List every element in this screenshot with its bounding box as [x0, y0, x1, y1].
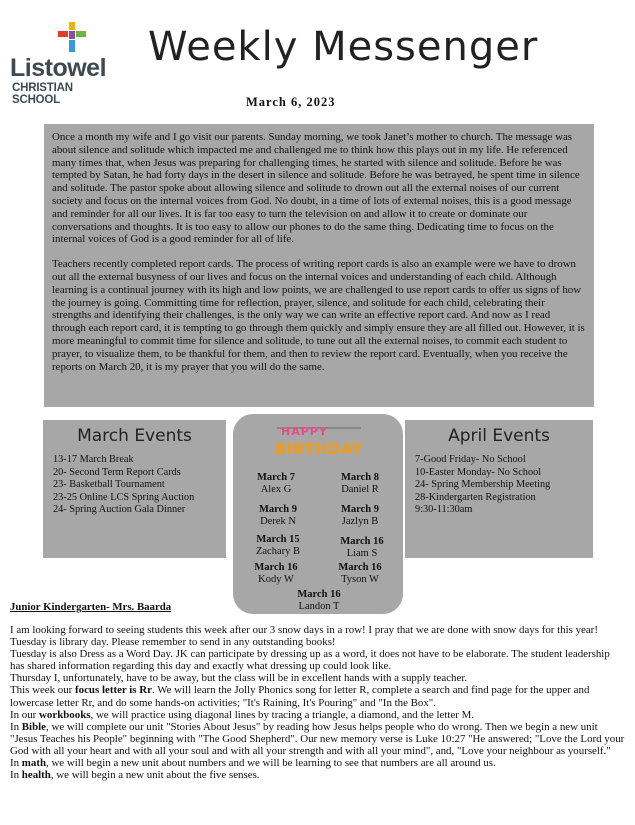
jk-line: Thursday I, unfortunately, have to be away, but the class will be in excellent hands with a supply teacher. [10, 672, 468, 685]
birthday-item [241, 562, 311, 586]
jk-text: In our [10, 708, 40, 721]
birthday-item [325, 504, 395, 528]
birthday-date: March 9 [258, 504, 297, 515]
banner-birthday-text: BIRTHDAY [275, 440, 364, 458]
birthday-name: Landon T [298, 601, 340, 612]
april-events-title: April Events [448, 426, 550, 446]
birthday-item [241, 472, 311, 496]
jk-bold-text: math [21, 757, 46, 770]
cross-logo-icon [58, 22, 86, 52]
banner-birthday [275, 440, 363, 458]
march-events-box [43, 420, 226, 558]
birthday-name: Liam S [346, 548, 378, 559]
list-item: 24- Spring Auction Gala Dinner [53, 504, 186, 515]
logo-name: Listowel [10, 54, 107, 82]
list-item: 20- Second Term Report Cards [53, 466, 181, 478]
list-item: 13-17 March Break [53, 454, 134, 465]
march-events-list [43, 454, 226, 517]
list-item: 28-Kindergarten Registration [415, 491, 536, 503]
jk-text: , we will begin a new unit about numbers and we will be learning to see that numbers are all around us. [46, 757, 496, 770]
jk-line [10, 684, 625, 708]
jk-text: In [10, 720, 22, 733]
message-paragraph-2: Teachers recently completed report cards. The process of writing report cards is also an example were we have to drown out all the external busyness of our lives and focus on the internal voices and understanding of each child. Although learning is a continual journey with its high and low points, we are challenged to use report cards to offer us signs of how the journey is going. Committing time for reflection, prayer, silence, and solitude for each child, celebrating their strengths and identifying their challenges, is the only way we can write an effective report card. And now as I read through each report card, it is tempting to go through them quickly and simply ensure they are all filled out. However, it is more meaningful to commit time for silence and solitude, to tune out all the external noises, to commit each student to prayer, to visualize them, to be thankful for them, and then to review the report card. Eventually, when you receive the reports on March 20, it is my prayer that you will do the same. [52, 258, 585, 373]
birthday-item [284, 589, 354, 613]
jk-bold-text: workbooks [39, 708, 91, 721]
birthday-date: March 7 [256, 472, 295, 483]
birthday-name: Jazlyn B [341, 516, 379, 527]
happy-birthday-banner [275, 426, 363, 460]
jk-line: Tuesday is also Dress as a Word Day. JK can participate by dressing up as a word, it does not have to be elaborate. The student leadership has shared information regarding this day and exactly what dressing up could look like. [10, 648, 610, 673]
jk-text: , we will complete our unit "Stories About Jesus" by reading how Jesus helps people who do wrong. Then we begin a new unit "Jesus Teaches his People" beginning with "The Good Shepherd". Our new memory verse is Luke 10:27 "He answered; "Love the Lord your God with all your heart and with all your soul and with all your strength and with all your mind", and, "Love your neighbour as yourself." [10, 720, 625, 757]
jk-line [10, 709, 625, 721]
list-item: 10-Easter Monday- No School [415, 466, 542, 478]
birthday-date: March 8 [340, 472, 379, 483]
birthday-date: March 15 [256, 534, 300, 545]
list-item: 23- Basketball Tournament [53, 479, 165, 490]
birthday-date: March 16 [297, 589, 341, 600]
birthday-name: Alex G [260, 484, 292, 495]
jk-text: , we will begin a new unit about the five senses. [50, 769, 260, 782]
logo-school: CHRISTIAN SCHOOL [12, 82, 73, 106]
newsletter-title: Weekly Messenger [148, 24, 539, 70]
jk-text: This week our [10, 684, 76, 697]
jk-line [10, 757, 625, 769]
april-events-box [405, 420, 593, 558]
birthday-date: March 16 [254, 562, 298, 573]
birthday-name: Kody W [258, 574, 294, 585]
birthday-item [243, 504, 313, 528]
birthday-date: March 16 [340, 536, 384, 547]
list-item: 7-Good Friday- No School [415, 454, 526, 465]
birthday-name: Zachary B [255, 546, 301, 557]
jk-line [10, 769, 625, 781]
birthday-box [233, 414, 403, 614]
jk-text: In [10, 757, 22, 770]
banner-happy [281, 425, 328, 438]
april-events-list [405, 454, 593, 517]
jk-bold-text: Bible [21, 720, 47, 733]
birthday-name: Daniel R [341, 484, 379, 495]
birthday-name: Tyson W [341, 574, 379, 585]
jk-text: , we will practice using diagonal lines by tracing a triangle, a diamond, and the letter M. [90, 708, 474, 721]
list-item: 24- Spring Membership Meeting [415, 479, 551, 490]
list-item: 23-25 Online LCS Spring Auction [53, 491, 195, 503]
jk-line: Tuesday is library day. Please remember to send in any outstanding books! [10, 636, 336, 649]
banner-happy-text: HAPPY [281, 425, 328, 438]
birthday-item [325, 562, 395, 586]
march-events-title: March Events [77, 426, 192, 446]
principal-message [44, 124, 594, 407]
jk-text: . We will learn the Jolly Phonics song for letter R, complete a search and find page for the upper and lowercase letter Rr, and do some hands-on activities; "It's Raining, It's Pouring" and "In the Box". [10, 684, 590, 709]
birthday-item [327, 536, 397, 560]
jk-section [10, 624, 625, 781]
birthday-item [325, 472, 395, 496]
birthday-item [243, 534, 313, 558]
jk-line: I am looking forward to seeing students this week after our 3 snow days in a row! I pray that we are done with snow days for this year! [10, 624, 598, 636]
jk-line [10, 721, 625, 757]
jk-bold-text: focus letter is Rr [75, 684, 152, 697]
list-item: 9:30-11:30am [415, 504, 473, 515]
jk-text: In [10, 769, 22, 782]
birthday-date: March 9 [340, 504, 379, 515]
message-paragraph-1: Once a month my wife and I go visit our parents. Sunday morning, we took Janet’s mother to church. The message was about silence and solitude which impacted me and challenged me to think how this plays out in my life. He referenced many times that, when Jesus was preparing for challenging times, he started with silence and solitude. Before he was tempted by Satan, he had forty days in the desert in silence and solitude. Before he was betrayed, he spent time in silence and solitude. The pastor spoke about allowing silence and solitude to drown out all the external noises of our current society and focus on the internal voices from God. No doubt, in a time of lots of external noises, this is a good message and reminder for all our lives. It is far too easy to turn the television on and allow it to create or dominate our conversations and thoughts. It is too easy to allow our phones to do the same thing. Dedicating time to focus on the internal voices of God is a good reminder for all of life. [52, 131, 580, 246]
birthday-name: Derek N [260, 516, 296, 527]
newsletter-date: March 6, 2023 [246, 95, 336, 109]
jk-heading: Junior Kindergarten- Mrs. Baarda [10, 601, 172, 613]
school-logo [10, 20, 115, 106]
jk-bold-text: health [21, 769, 51, 782]
birthday-date: March 16 [338, 562, 382, 573]
